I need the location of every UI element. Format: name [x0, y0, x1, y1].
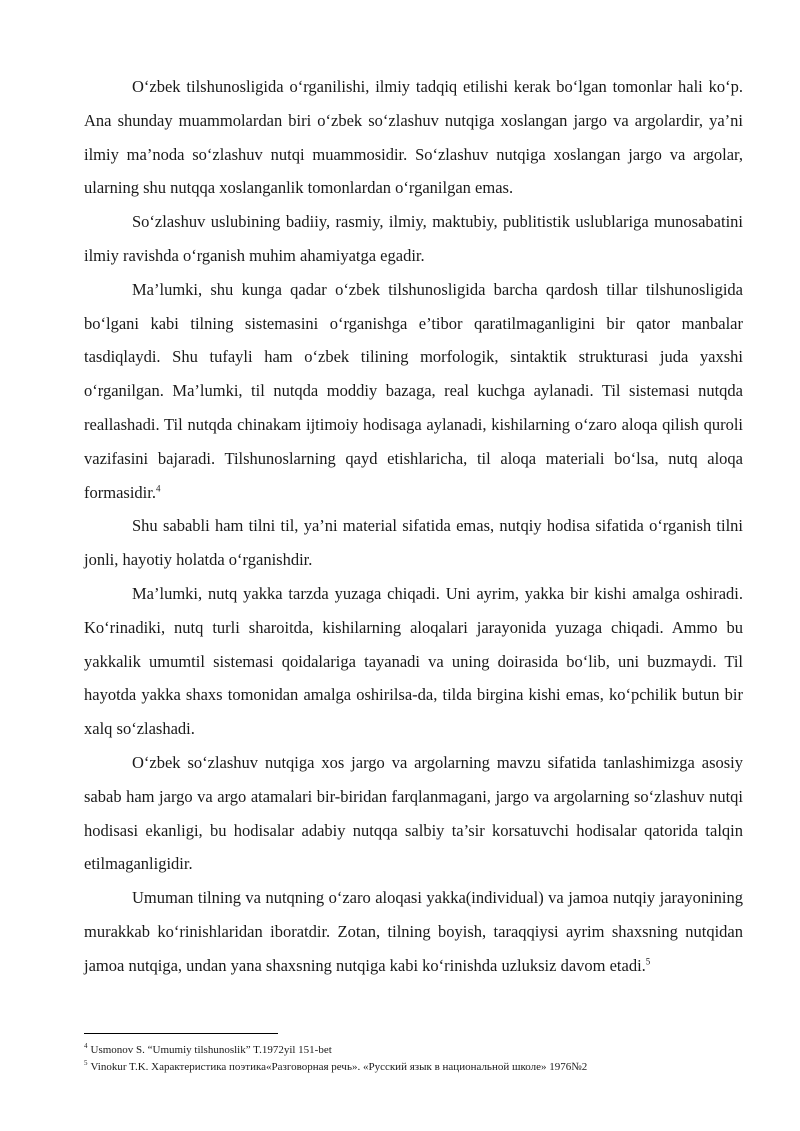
paragraph-3: Ma’lumki, shu kunga qadar o‘zbek tilshunosligida barcha qardosh tillar tilshunosligida bo‘lgani kabi tilning sistemasini o‘rganishga e’tibor qaratilmaganligini bir qator manbalar tasdiqlaydi. Shu tufayli ham o‘zbek tilining morfologik, sintaktik strukturasi juda yaxshi o‘rganilgan. Ma’lumki, til nutqda moddiy bazaga, real kuchga aylanadi. Til sistemasi nutqda reallashadi. Til nutqda chinakam ijtimoiy hodisaga aylanadi, kishilarning o‘zaro aloqa qilish quroli vazifasini bajaradi. Tilshunoslarning qayd etishlaricha, til aloqa materiali bo‘lsa, nutq aloqa formasidir.$^4$	[84, 279, 743, 502]
footnote-number: 5	[84, 1059, 88, 1068]
footnote-separator	[84, 1033, 278, 1034]
footnotes	[84, 1042, 764, 1076]
footnote-text: Vinokur T.K. Характеристика поэтика«Разговорная речь». «Русский язык в национальной школе» 1976№2	[90, 1061, 588, 1073]
paragraph-6: O‘zbek so‘zlashuv nutqiga xos jargo va argolarning mavzu sifatida tanlashimizga asosiy sabab ham jargo va argo atamalari bir-biridan farqlanmagani, jargo va argolarning so‘zlashuv nutqi hodisasi ekanligi, bu hodisalar adabiy nutqqa salbiy ta’sir korsatuvchi hodisalar qatorida talqin etilmaganligidir.	[84, 752, 743, 874]
footnote-ref-4[interactable]: 4	[155, 483, 161, 494]
paragraph-2: So‘zlashuv uslubining badiiy, rasmiy, ilmiy, maktubiy, publitistik uslublariga munosabatini ilmiy ravishda o‘rganish muhim ahamiyatga egadir.	[84, 212, 743, 265]
footnote-4	[84, 1042, 764, 1059]
footnote-text: Usmonov S. “Umumiy tilshunoslik” T.1972yil 151-bet	[90, 1044, 332, 1056]
footnote-ref-5[interactable]: 5	[645, 956, 651, 967]
paragraph-7: Umuman tilning va nutqning o‘zaro aloqasi yakka(individual) va jamoa nutqiy jarayonining murakkab ko‘rinishlaridan iboratdir. Zotan, tilning boyish, taraqqiysi ayrim shaxsning nutqidan jamoa nutqiga, undan yana shaxsning nutqiga kabi ko‘rinishda uzluksiz davom etadi.$^5$	[84, 888, 743, 975]
paragraph-4: Shu sababli ham tilni til, ya’ni material sifatida emas, nutqiy hodisa sifatida o‘rganish tilni jonli, hayotiy holatda o‘rganishdir.	[84, 516, 743, 570]
footnote-5	[84, 1059, 764, 1076]
paragraph-5: Ma’lumki, nutq yakka tarzda yuzaga chiqadi. Uni ayrim, yakka bir kishi amalga oshiradi. Ko‘rinadiki, nutq turli sharoitda, kishilarning aloqalari jarayonida yuzaga chiqadi. Ammo bu yakkalik umumtil sistemasi qoidalariga tayanadi va uning doirasida bo‘lib, uni buzmaydi. Til hayotda yakka shaxs tomonidan amalga oshirilsa-da, tilda birgina kishi emas, ko‘pchilik butun bir xalq so‘zlashadi.	[84, 583, 743, 739]
footnote-number: 4	[84, 1042, 88, 1051]
paragraph-1: O‘zbek tilshunosligida o‘rganilishi, ilmiy tadqiq etilishi kerak bo‘lgan tomonlar hali ko‘p. Ana shunday muammolardan biri o‘zbek so‘zlashuv nutqiga xoslangan jargo va argolardir, ya’ni ilmiy ma’noda so‘zlashuv nutqi muammosidir. So‘zlashuv nutqiga xoslangan jargo va argolar, ularning shu nutqqa xoslanganlik tomonlardan o‘rganilgan emas.	[84, 77, 743, 198]
body-text	[84, 70, 743, 983]
